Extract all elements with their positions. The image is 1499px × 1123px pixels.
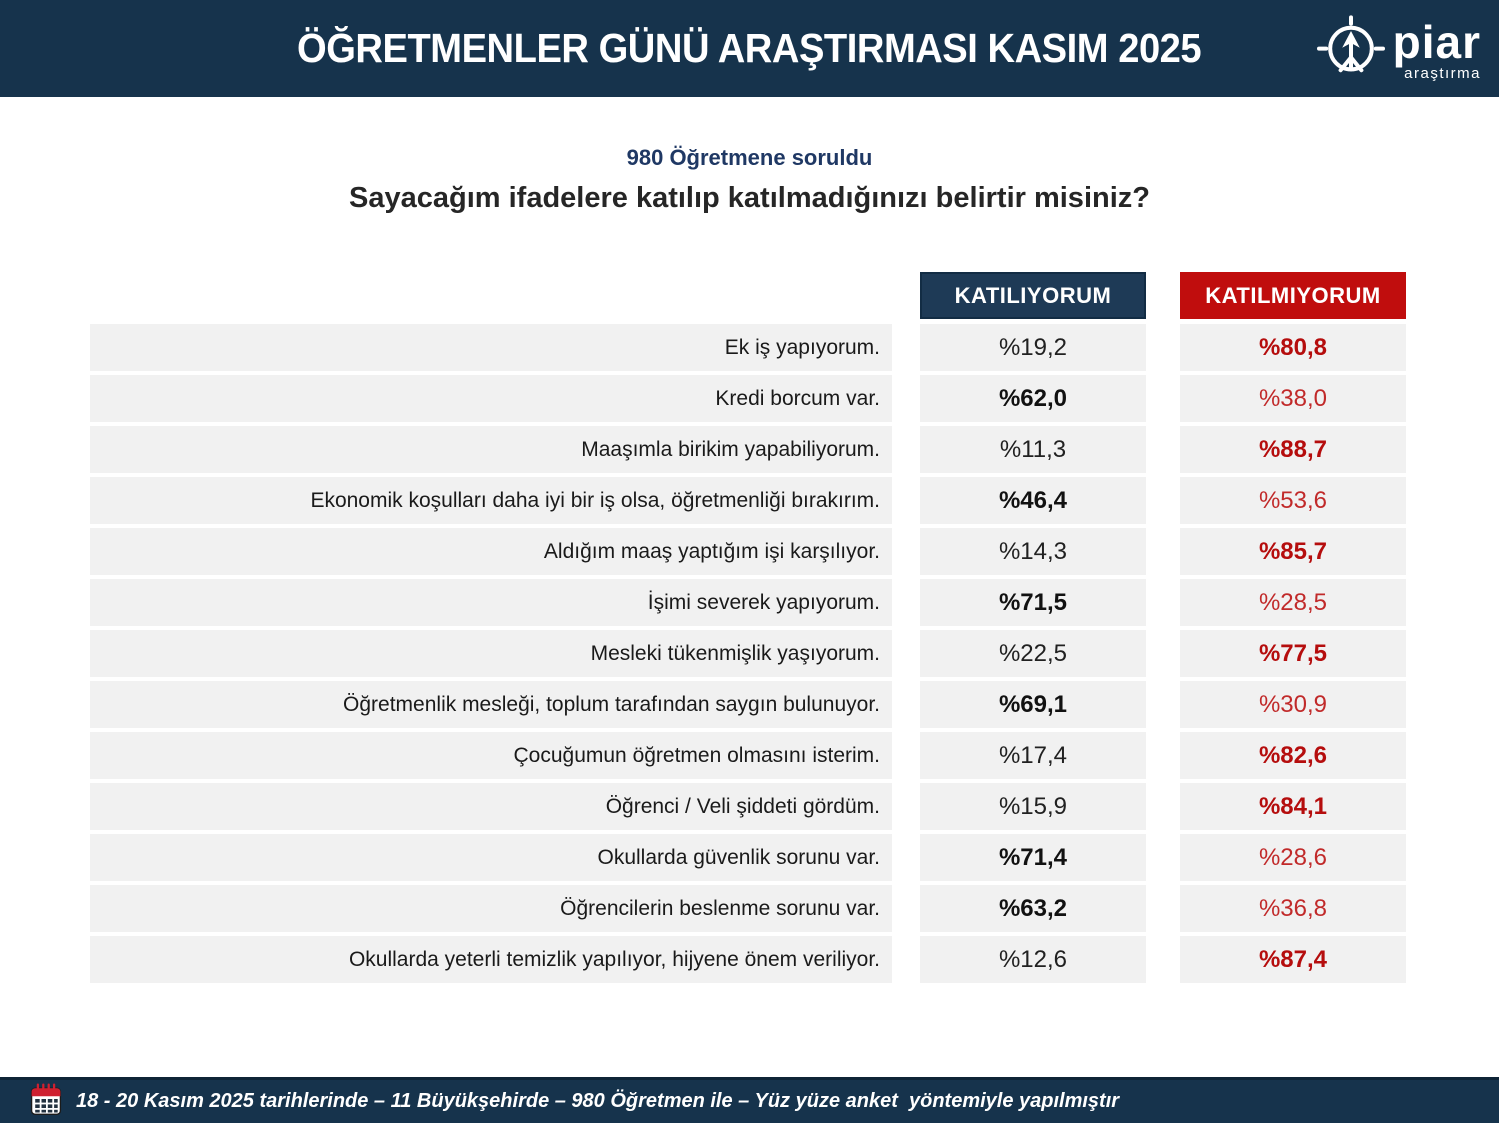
agree-value: %17,4 (920, 732, 1146, 779)
column-header-disagree: KATILMIYORUM (1180, 272, 1406, 319)
column-headers (90, 272, 1406, 319)
page-title: ÖĞRETMENLER GÜNÜ ARAŞTIRMASI KASIM 2025 (297, 25, 1202, 71)
disagree-value: %28,6 (1180, 834, 1406, 881)
statement-label: Okullarda güvenlik sorunu var. (90, 834, 892, 881)
survey-question: Sayacağım ifadelere katılıp katılmadığınızı belirtir misiniz? (349, 182, 1150, 214)
statement-label: İşimi severek yapıyorum. (90, 579, 892, 626)
table-row (90, 732, 1406, 779)
table-row (90, 936, 1406, 983)
agree-value: %12,6 (920, 936, 1146, 983)
statement-label: Öğrenci / Veli şiddeti gördüm. (90, 783, 892, 830)
statement-label: Çocuğumun öğretmen olmasını isterim. (90, 732, 892, 779)
disagree-value: %30,9 (1180, 681, 1406, 728)
statement-label: Kredi borcum var. (90, 375, 892, 422)
table-row (90, 579, 1406, 626)
column-header-agree: KATILIYORUM (920, 272, 1146, 319)
statement-label: Maaşımla birikim yapabiliyorum. (90, 426, 892, 473)
agree-value: %62,0 (920, 375, 1146, 422)
agree-value: %14,3 (920, 528, 1146, 575)
statement-label: Öğretmenlik mesleği, toplum tarafından saygın bulunuyor. (90, 681, 892, 728)
disagree-value: %84,1 (1180, 783, 1406, 830)
target-arrow-icon (1315, 8, 1387, 91)
statement-label: Aldığım maaş yaptığım işi karşılıyor. (90, 528, 892, 575)
agree-value: %19,2 (920, 324, 1146, 371)
table-row (90, 783, 1406, 830)
agree-value: %69,1 (920, 681, 1146, 728)
disagree-value: %77,5 (1180, 630, 1406, 677)
table-row (90, 477, 1406, 524)
statement-label: Ek iş yapıyorum. (90, 324, 892, 371)
disagree-value: %28,5 (1180, 579, 1406, 626)
agree-value: %46,4 (920, 477, 1146, 524)
table-row (90, 834, 1406, 881)
agree-value: %71,4 (920, 834, 1146, 881)
agree-value: %63,2 (920, 885, 1146, 932)
agree-value: %15,9 (920, 783, 1146, 830)
disagree-value: %88,7 (1180, 426, 1406, 473)
table-row (90, 375, 1406, 422)
statement-label: Okullarda yeterli temizlik yapılıyor, hijyene önem veriliyor. (90, 936, 892, 983)
piar-logo (1315, 8, 1481, 91)
disagree-value: %82,6 (1180, 732, 1406, 779)
table-row (90, 885, 1406, 932)
logo-subtitle: araştırma (1404, 64, 1481, 82)
disagree-value: %80,8 (1180, 324, 1406, 371)
agree-value: %22,5 (920, 630, 1146, 677)
agree-value: %11,3 (920, 426, 1146, 473)
disagree-value: %38,0 (1180, 375, 1406, 422)
statement-label: Öğrencilerin beslenme sorunu var. (90, 885, 892, 932)
methodology-note: 18 - 20 Kasım 2025 tarihlerinde – 11 Büyükşehirde – 980 Öğretmen ile – Yüz yüze anket yöntemiyle yapılmıştır (76, 1090, 1120, 1112)
table-row (90, 630, 1406, 677)
disagree-value: %87,4 (1180, 936, 1406, 983)
disagree-value: %85,7 (1180, 528, 1406, 575)
results-table (90, 272, 1406, 983)
footer-bar (0, 1077, 1499, 1123)
statement-label: Mesleki tükenmişlik yaşıyorum. (90, 630, 892, 677)
table-row (90, 528, 1406, 575)
sample-size-line: 980 Öğretmene soruldu (626, 145, 873, 170)
statement-label: Ekonomik koşulları daha iyi bir iş olsa, öğretmenliği bırakırım. (90, 477, 892, 524)
calendar-icon (28, 1080, 64, 1123)
table-rows (90, 324, 1406, 983)
intro-section (0, 97, 1499, 217)
agree-value: %71,5 (920, 579, 1146, 626)
table-row (90, 426, 1406, 473)
disagree-value: %53,6 (1180, 477, 1406, 524)
logo-brand: piar (1392, 15, 1481, 68)
table-row (90, 324, 1406, 371)
disagree-value: %36,8 (1180, 885, 1406, 932)
header-bar (0, 0, 1499, 97)
logo-text (1392, 15, 1481, 82)
table-row (90, 681, 1406, 728)
